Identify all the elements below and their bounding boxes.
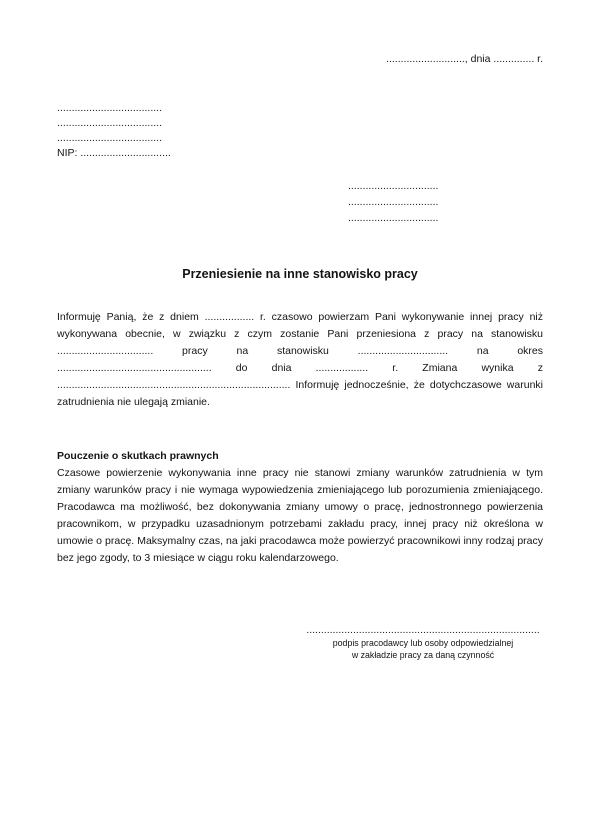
sender-line: .................................... — [57, 102, 163, 114]
recipient-block — [348, 178, 543, 226]
sender-block — [57, 101, 543, 161]
date-line: ..........................., dnia .............. r. — [386, 53, 543, 65]
signature-caption-line2: w zakładzie pracy za daną czynność — [351, 650, 495, 660]
recipient-line: ............................... — [348, 196, 439, 208]
legal-notice-heading: Pouczenie o skutkach prawnych — [57, 450, 219, 462]
signature-caption-line1: podpis pracodawcy lub osoby odpowiedzialnej — [332, 638, 514, 648]
sender-nip-line: NIP: ............................... — [57, 147, 171, 159]
signature-line: ................................................................................ — [306, 624, 540, 636]
recipient-line: ............................... — [348, 180, 439, 192]
sender-line: .................................... — [57, 117, 163, 129]
signature-block — [305, 623, 541, 661]
document-title: Przeniesienie na inne stanowisko pracy — [182, 267, 418, 281]
recipient-line: ............................... — [348, 212, 439, 224]
sender-line: .................................... — [57, 132, 163, 144]
legal-notice-paragraph: Czasowe powierzenie wykonywania inne pracy nie stanowi zmiany warunków zatrudnienia w tym zmiany warunków pracy i nie wymaga wypowiedzenia zmieniającego lub porozumienia zmieniającego. Pracodawca ma możliwość, bez dokonywania zmiany umowy o pracę, jednostronnego powierzenia pracownikom, w przypadku uzasadnionym potrzebami zakładu pracy, innej pracy niż określona w umowie o pracę. Maksymalny czas, na jaki pracodawca może powierzyć pracownikowi inny rodzaj pracy bez jego zgody, to 3 miesiące w ciągu roku kalendarzowego. — [57, 467, 543, 564]
intro-paragraph: Informuję Panią, że z dniem ................. r. czasowo powierzam Pani wykonywanie innej pracy niż wykonywana obecnie, w związku z czym zostanie Pani przeniesiona z pracy na stanowisku ................................. pracy na stanowisku ............................... na okres ..................................................... do dnia .................. r. Zmiana wynika z ................................................................................ Informuję jednocześnie, że dotychczasowe warunki zatrudnienia nie ulegają zmianie. — [57, 311, 543, 408]
